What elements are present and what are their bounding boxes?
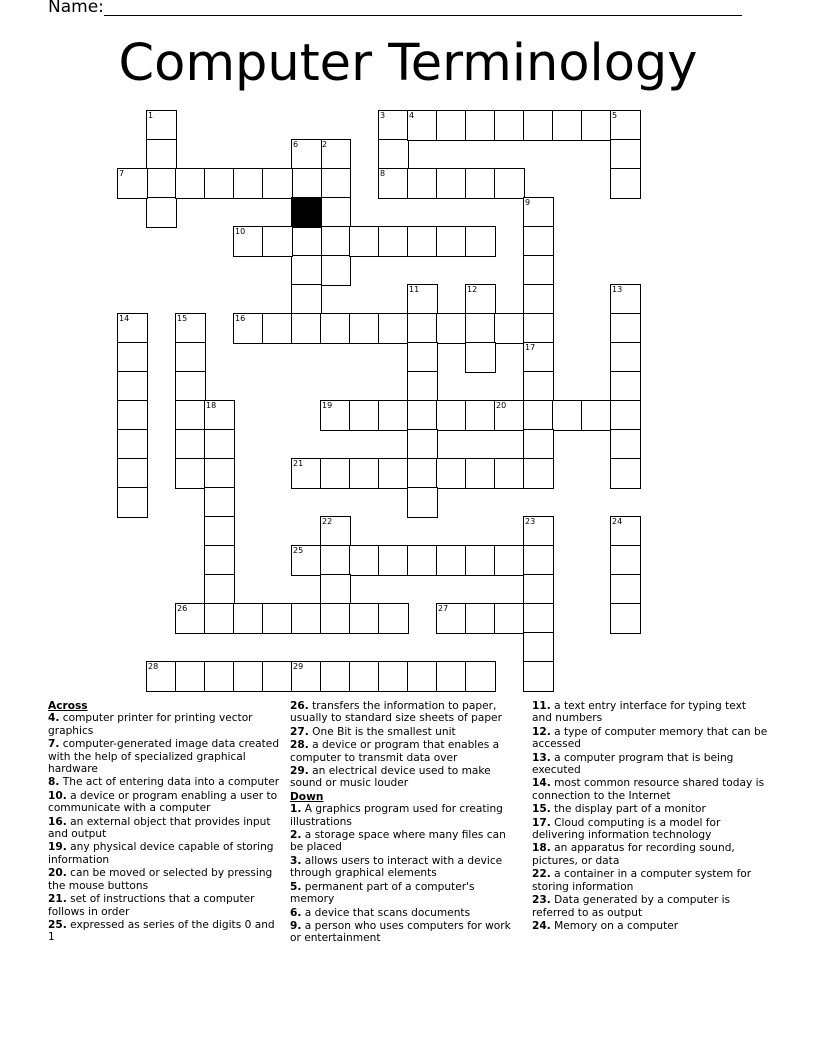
clue-text: The act of entering data into a computer [59, 776, 280, 789]
grid-cell[interactable] [436, 603, 467, 634]
grid-cell[interactable] [262, 226, 293, 257]
clue-item [48, 919, 284, 944]
clue-number-label: 8. [48, 776, 60, 789]
clue-number: 18 [206, 400, 217, 410]
grid-cell[interactable] [407, 458, 438, 489]
grid-cell[interactable] [465, 110, 496, 141]
grid-cell[interactable] [204, 545, 235, 576]
clue-text: an electrical device used to make sound or music louder [290, 765, 491, 790]
clue-item [48, 790, 284, 815]
grid-cell[interactable] [523, 342, 554, 373]
grid-cell[interactable] [494, 400, 525, 431]
clue-item [532, 777, 768, 802]
grid-cell[interactable] [610, 168, 641, 199]
grid-cell[interactable] [204, 487, 235, 518]
clue-text: computer printer for printing vector graphics [48, 712, 253, 737]
clue-item [48, 893, 284, 918]
grid-cell[interactable] [175, 313, 206, 344]
grid-cell[interactable] [378, 226, 409, 257]
grid-cell[interactable] [175, 371, 206, 402]
clue-item [532, 894, 768, 919]
grid-cell[interactable] [146, 139, 177, 170]
clue-number: 11 [409, 284, 420, 294]
clue-item [290, 881, 520, 906]
clue-number-label: 22. [532, 868, 551, 881]
grid-cell[interactable] [523, 284, 554, 315]
grid-cell[interactable] [204, 458, 235, 489]
grid-cell[interactable] [610, 342, 641, 373]
clue-item [532, 726, 768, 751]
grid-cell[interactable] [175, 458, 206, 489]
grid-cell[interactable] [291, 313, 322, 344]
clue-number-label: 12. [532, 725, 551, 738]
clue-text: Data generated by a computer is referred to as output [532, 894, 731, 919]
grid-cell[interactable] [117, 487, 148, 518]
clue-number: 4 [409, 110, 415, 120]
grid-cell[interactable] [204, 661, 235, 692]
clue-text: a device or program that enables a computer to transmit data over [290, 739, 500, 764]
clue-text: any physical device capable of storing information [48, 841, 274, 866]
grid-cell[interactable] [436, 168, 467, 199]
grid-cell[interactable] [407, 110, 438, 141]
grid-cell[interactable] [523, 313, 554, 344]
grid-cell[interactable] [465, 226, 496, 257]
clue-number: 13 [612, 284, 623, 294]
clue-item [48, 867, 284, 892]
grid-cell[interactable] [523, 545, 554, 576]
clues-column-1 [48, 700, 284, 945]
grid-cell[interactable] [291, 255, 322, 286]
clue-number: 21 [293, 458, 304, 468]
grid-cell[interactable] [378, 139, 409, 170]
clue-text: Memory on a computer [550, 919, 679, 932]
clue-text: a storage space where many files can be placed [290, 829, 506, 854]
clue-text: an external object that provides input and output [48, 815, 271, 841]
clue-number: 9 [525, 197, 531, 207]
grid-cell[interactable] [378, 458, 409, 489]
grid-cell[interactable] [494, 545, 525, 576]
clue-number-label: 23. [532, 894, 551, 907]
grid-cell[interactable] [523, 226, 554, 257]
grid-cell[interactable] [233, 168, 264, 199]
grid-cell[interactable] [204, 429, 235, 460]
grid-cell[interactable] [320, 139, 351, 170]
clue-number: 27 [438, 603, 449, 613]
grid-cell[interactable] [523, 632, 554, 663]
grid-cell[interactable] [523, 255, 554, 286]
clue-item [290, 739, 520, 764]
grid-cell[interactable] [465, 342, 496, 373]
clue-item [290, 829, 520, 854]
clue-item [532, 842, 768, 867]
grid-cell[interactable] [320, 545, 351, 576]
grid-cell[interactable] [523, 110, 554, 141]
name-label: Name: [48, 0, 104, 17]
clue-number-label: 13. [532, 751, 551, 764]
grid-cell[interactable] [349, 400, 380, 431]
grid-cell[interactable] [436, 458, 467, 489]
grid-cell[interactable] [610, 110, 641, 141]
down-heading: Down [290, 790, 324, 803]
clue-number-label: 15. [532, 803, 551, 816]
grid-cell[interactable] [175, 661, 206, 692]
grid-cell[interactable] [117, 342, 148, 373]
grid-cell[interactable] [117, 458, 148, 489]
grid-cell[interactable] [291, 284, 322, 315]
grid-cell[interactable] [320, 516, 351, 547]
clue-number: 15 [177, 313, 188, 323]
grid-cell[interactable] [465, 313, 496, 344]
grid-cell[interactable] [291, 603, 322, 634]
grid-cell[interactable] [204, 574, 235, 605]
grid-cell[interactable] [494, 168, 525, 199]
grid-cell[interactable] [523, 458, 554, 489]
grid-cell[interactable] [233, 226, 264, 257]
grid-cell[interactable] [204, 168, 235, 199]
grid-cell[interactable] [378, 545, 409, 576]
grid-cell[interactable] [407, 284, 438, 315]
grid-cell[interactable] [175, 342, 206, 373]
grid-cell[interactable] [523, 574, 554, 605]
clue-number-label: 6. [290, 906, 302, 919]
grid-cell[interactable] [465, 661, 496, 692]
grid-cell[interactable] [407, 545, 438, 576]
clue-text: most common resource shared today is connection to the Internet [532, 777, 765, 802]
grid-cell[interactable] [494, 458, 525, 489]
clue-text: an apparatus for recording sound, pictures, or data [532, 842, 735, 867]
clue-number-label: 17. [532, 816, 551, 829]
grid-cell[interactable] [204, 516, 235, 547]
clue-text: a text entry interface for typing text and numbers [532, 700, 747, 725]
clue-number: 7 [119, 168, 125, 178]
grid-cell[interactable] [291, 545, 322, 576]
grid-cell[interactable] [436, 661, 467, 692]
grid-cell[interactable] [494, 110, 525, 141]
grid-cell[interactable] [320, 313, 351, 344]
grid-cell[interactable] [320, 400, 351, 431]
grid-cell[interactable] [233, 313, 264, 344]
clue-number: 28 [148, 661, 159, 671]
clue-text: expressed as series of the digits 0 and 1 [48, 918, 275, 944]
across-clue-list [48, 712, 284, 943]
clue-number: 5 [612, 110, 618, 120]
grid-cell[interactable] [610, 284, 641, 315]
grid-cell[interactable] [523, 371, 554, 402]
grid-cell[interactable] [175, 603, 206, 634]
clue-number-label: 5. [290, 880, 302, 893]
grid-cell[interactable] [407, 342, 438, 373]
clue-number: 25 [293, 545, 304, 555]
grid-cell[interactable] [349, 313, 380, 344]
clue-number-label: 10. [48, 789, 67, 802]
grid-cell[interactable] [320, 458, 351, 489]
clues-column-3 [532, 700, 768, 933]
grid-cell[interactable] [407, 313, 438, 344]
grid-cell[interactable] [610, 545, 641, 576]
grid-cell[interactable] [610, 603, 641, 634]
clue-item [290, 700, 520, 725]
clue-number-label: 19. [48, 841, 67, 854]
clue-text: a type of computer memory that can be accessed [532, 725, 768, 751]
grid-cell[interactable] [523, 603, 554, 634]
grid-cell[interactable] [436, 226, 467, 257]
clue-number: 2 [322, 139, 328, 149]
grid-cell[interactable] [610, 574, 641, 605]
clue-text: a device that scans documents [301, 906, 471, 919]
clue-number-label: 29. [290, 765, 309, 778]
clue-number: 17 [525, 342, 536, 352]
clue-text: a container in a computer system for storing information [532, 868, 752, 893]
grid-cell[interactable] [465, 545, 496, 576]
clue-text: A graphics program used for creating illustrations [290, 803, 503, 828]
grid-cell[interactable] [320, 197, 351, 228]
grid-cell[interactable] [175, 429, 206, 460]
blocked-cell [291, 197, 322, 228]
clue-number-label: 16. [48, 815, 67, 828]
clue-text: a device or program enabling a user to communicate with a computer [48, 789, 278, 815]
grid-cell[interactable] [378, 603, 409, 634]
grid-cell[interactable] [262, 603, 293, 634]
clue-item [48, 841, 284, 866]
clue-item [532, 803, 768, 815]
clue-item [532, 868, 768, 893]
grid-cell[interactable] [117, 168, 148, 199]
grid-cell[interactable] [436, 110, 467, 141]
clue-number-label: 4. [48, 712, 60, 725]
grid-cell[interactable] [378, 661, 409, 692]
clue-number: 12 [467, 284, 478, 294]
clue-number: 26 [177, 603, 188, 613]
down-clue-list-continued [532, 700, 768, 932]
grid-cell[interactable] [146, 168, 177, 199]
clue-number: 14 [119, 313, 130, 323]
clue-number-label: 7. [48, 738, 60, 751]
down-clue-list [290, 803, 520, 944]
clue-number-label: 2. [290, 829, 302, 842]
grid-cell[interactable] [523, 400, 554, 431]
clue-number-label: 11. [532, 700, 551, 712]
grid-cell[interactable] [320, 661, 351, 692]
clue-number: 3 [380, 110, 386, 120]
grid-cell[interactable] [407, 168, 438, 199]
clue-item [290, 803, 520, 828]
grid-cell[interactable] [175, 168, 206, 199]
clue-item [48, 738, 284, 775]
grid-cell[interactable] [523, 516, 554, 547]
clue-item [48, 712, 284, 737]
grid-cell[interactable] [436, 313, 467, 344]
grid-cell[interactable] [552, 110, 583, 141]
clue-item [532, 700, 768, 725]
grid-cell[interactable] [523, 661, 554, 692]
clue-text: can be moved or selected by pressing the mouse buttons [48, 867, 273, 892]
grid-cell[interactable] [378, 400, 409, 431]
clue-item [48, 776, 284, 788]
grid-cell[interactable] [320, 603, 351, 634]
clues-column-2 [290, 700, 520, 946]
grid-cell[interactable] [378, 110, 409, 141]
grid-cell[interactable] [494, 603, 525, 634]
grid-cell[interactable] [581, 400, 612, 431]
clue-number: 8 [380, 168, 386, 178]
clue-text: a person who uses computers for work or entertainment [290, 919, 511, 945]
grid-cell[interactable] [407, 429, 438, 460]
grid-cell[interactable] [117, 429, 148, 460]
clue-number-label: 25. [48, 918, 67, 931]
grid-cell[interactable] [320, 226, 351, 257]
clue-number: 10 [235, 226, 246, 236]
grid-cell[interactable] [610, 458, 641, 489]
clue-text: transfers the information to paper, usually to standard size sheets of paper [290, 700, 502, 725]
clue-text: a computer program that is being executed [532, 751, 734, 777]
grid-cell[interactable] [465, 458, 496, 489]
grid-cell[interactable] [291, 458, 322, 489]
grid-cell[interactable] [349, 226, 380, 257]
clue-number: 19 [322, 400, 333, 410]
clue-item [532, 817, 768, 842]
grid-cell[interactable] [494, 313, 525, 344]
grid-cell[interactable] [610, 371, 641, 402]
clue-number-label: 20. [48, 867, 67, 880]
grid-cell[interactable] [320, 168, 351, 199]
grid-cell[interactable] [552, 400, 583, 431]
clue-number: 16 [235, 313, 246, 323]
clue-item [290, 907, 520, 919]
clue-number: 29 [293, 661, 304, 671]
grid-cell[interactable] [465, 284, 496, 315]
grid-cell[interactable] [349, 545, 380, 576]
clue-item [532, 752, 768, 777]
clue-number: 23 [525, 516, 536, 526]
grid-cell[interactable] [233, 661, 264, 692]
grid-cell[interactable] [610, 139, 641, 170]
clue-text: Cloud computing is a model for delivering information technology [532, 816, 721, 842]
clue-number-label: 28. [290, 739, 309, 752]
grid-cell[interactable] [146, 197, 177, 228]
grid-cell[interactable] [262, 313, 293, 344]
grid-cell[interactable] [523, 429, 554, 460]
clue-item [290, 855, 520, 880]
grid-cell[interactable] [291, 226, 322, 257]
grid-cell[interactable] [378, 168, 409, 199]
grid-cell[interactable] [291, 661, 322, 692]
grid-cell[interactable] [175, 400, 206, 431]
clue-number: 1 [148, 110, 154, 120]
clue-text: One Bit is the smallest unit [308, 725, 456, 738]
clue-item [290, 726, 520, 738]
clue-number: 20 [496, 400, 507, 410]
clue-number-label: 14. [532, 777, 551, 790]
grid-cell[interactable] [262, 661, 293, 692]
grid-cell[interactable] [436, 400, 467, 431]
clue-number-label: 9. [290, 919, 302, 932]
grid-cell[interactable] [610, 400, 641, 431]
grid-cell[interactable] [291, 139, 322, 170]
clue-number-label: 24. [532, 919, 551, 932]
grid-cell[interactable] [291, 168, 322, 199]
page-title: Computer Terminology [118, 34, 698, 93]
clue-text: set of instructions that a computer follows in order [48, 893, 255, 918]
grid-cell[interactable] [465, 400, 496, 431]
clue-number-label: 21. [48, 893, 67, 906]
clue-number-label: 3. [290, 854, 302, 867]
clue-number: 6 [293, 139, 299, 149]
clue-number: 24 [612, 516, 623, 526]
grid-cell[interactable] [610, 516, 641, 547]
grid-cell[interactable] [204, 603, 235, 634]
clue-number: 22 [322, 516, 333, 526]
clue-number-label: 26. [290, 700, 309, 712]
grid-cell[interactable] [204, 400, 235, 431]
clue-item [290, 920, 520, 945]
grid-cell[interactable] [117, 313, 148, 344]
grid-cell[interactable] [465, 168, 496, 199]
grid-cell[interactable] [349, 603, 380, 634]
grid-cell[interactable] [407, 400, 438, 431]
grid-cell[interactable] [117, 371, 148, 402]
grid-cell[interactable] [320, 574, 351, 605]
grid-cell[interactable] [117, 400, 148, 431]
grid-cell[interactable] [581, 110, 612, 141]
clue-text: permanent part of a computer's memory [290, 880, 475, 906]
grid-cell[interactable] [233, 603, 264, 634]
grid-cell[interactable] [407, 487, 438, 518]
grid-cell[interactable] [378, 313, 409, 344]
clue-text: allows users to interact with a device through graphical elements [290, 854, 503, 880]
clue-text: computer-generated image data created with the help of specialized graphical hardware [48, 738, 280, 776]
across-heading: Across [48, 700, 88, 712]
grid-cell[interactable] [320, 255, 351, 286]
grid-cell[interactable] [610, 313, 641, 344]
grid-cell[interactable] [146, 110, 177, 141]
grid-cell[interactable] [349, 661, 380, 692]
clue-item [290, 765, 520, 790]
grid-cell[interactable] [407, 661, 438, 692]
clue-number-label: 1. [290, 803, 302, 816]
grid-cell[interactable] [407, 371, 438, 402]
across-clue-list-continued [290, 700, 520, 790]
grid-cell[interactable] [465, 603, 496, 634]
grid-cell[interactable] [407, 226, 438, 257]
clue-item [532, 920, 768, 932]
grid-cell[interactable] [610, 429, 641, 460]
clue-text: the display part of a monitor [550, 803, 706, 816]
grid-cell[interactable] [349, 458, 380, 489]
grid-cell[interactable] [146, 661, 177, 692]
clue-number-label: 18. [532, 842, 551, 855]
clue-number-label: 27. [290, 725, 309, 738]
grid-cell[interactable] [523, 197, 554, 228]
clue-item [48, 816, 284, 841]
grid-cell[interactable] [436, 545, 467, 576]
grid-cell[interactable] [262, 168, 293, 199]
